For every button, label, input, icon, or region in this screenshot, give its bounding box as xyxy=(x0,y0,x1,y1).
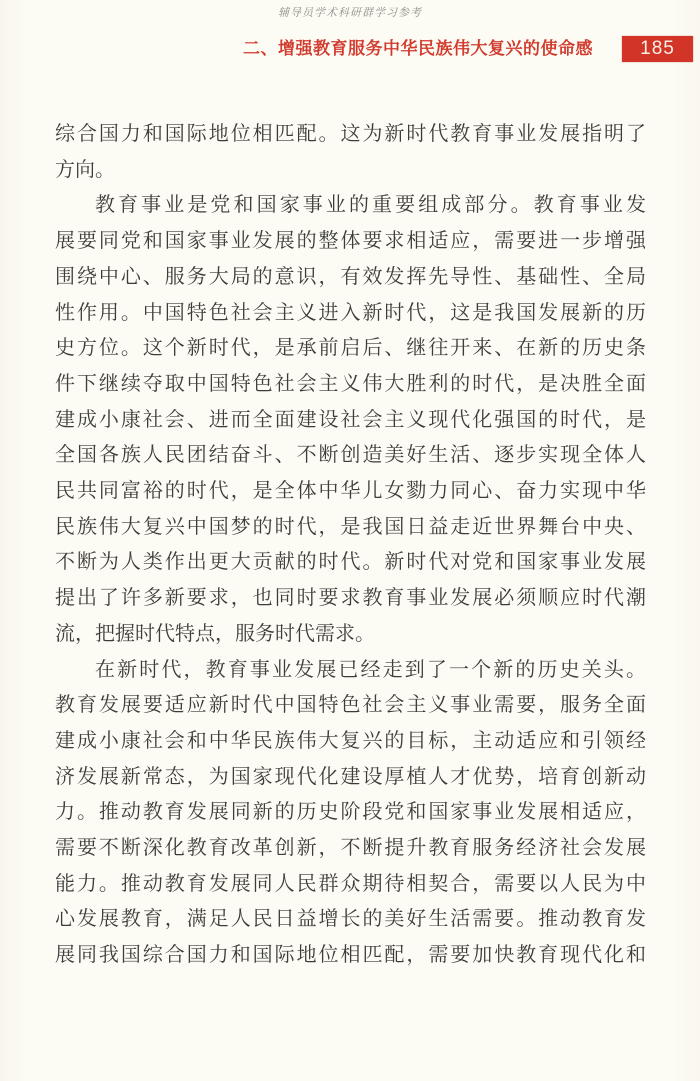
page-number-badge xyxy=(622,36,693,62)
text-line: 民族伟大复兴中国梦的时代，是我国日益走近世界舞台中央、 xyxy=(55,515,646,538)
text-line: 建成小康社会和中华民族伟大复兴的目标，主动适应和引领经 xyxy=(55,729,646,752)
chapter-title: 二、增强教育服务中华民族伟大复兴的使命感 xyxy=(243,39,593,58)
text-line: 件下继续夺取中国特色社会主义伟大胜利的时代，是决胜全面 xyxy=(55,372,646,395)
text-line: 围绕中心、服务大局的意识，有效发挥先导性、基础性、全局 xyxy=(55,265,646,288)
text-line: 方向。 xyxy=(55,158,115,181)
header-note: 辅导员学术科研群学习参考 xyxy=(278,6,422,19)
page-number: 185 xyxy=(640,38,675,59)
text-line: 心发展教育，满足人民日益增长的美好生活需要。推动教育发 xyxy=(55,908,646,931)
chapter-header xyxy=(243,36,693,62)
text-line: 全国各族人民团结奋斗、不断创造美好生活、逐步实现全体人 xyxy=(55,444,646,467)
text-line: 展要同党和国家事业发展的整体要求相适应，需要进一步增强 xyxy=(55,230,646,253)
body-text xyxy=(55,117,646,974)
text-line: 教育发展要适应新时代中国特色社会主义事业需要，服务全面 xyxy=(55,694,646,717)
text-line: 民共同富裕的时代，是全体中华儿女勠力同心、奋力实现中华 xyxy=(55,480,646,503)
text-line: 流，把握时代特点，服务时代需求。 xyxy=(55,622,375,645)
text-line: 史方位。这个新时代，是承前启后、继往开来、在新的历史条 xyxy=(55,337,646,360)
text-line: 建成小康社会、进而全面建设社会主义现代化强国的时代，是 xyxy=(55,408,646,431)
text-line: 提出了许多新要求，也同时要求教育事业发展必须顺应时代潮 xyxy=(55,587,646,610)
text-line: 在新时代，教育事业发展已经走到了一个新的历史关头。 xyxy=(95,658,646,681)
text-line: 需要不断深化教育改革创新，不断提升教育服务经济社会发展 xyxy=(55,837,646,860)
text-line: 教育事业是党和国家事业的重要组成部分。教育事业发 xyxy=(95,194,646,217)
text-line: 综合国力和国际地位相匹配。这为新时代教育事业发展指明了 xyxy=(55,123,646,145)
text-line: 展同我国综合国力和国际地位相匹配，需要加快教育现代化和 xyxy=(55,944,646,967)
text-line: 济发展新常态，为国家现代化建设厚植人才优势，培育创新动 xyxy=(55,765,646,788)
text-line: 力。推动教育发展同新的历史阶段党和国家事业发展相适应， xyxy=(55,801,646,824)
text-line: 能力。推动教育发展同人民群众期待相契合，需要以人民为中 xyxy=(55,872,646,895)
text-line: 不断为人类作出更大贡献的时代。新时代对党和国家事业发展 xyxy=(55,551,646,574)
text-line: 性作用。中国特色社会主义进入新时代，这是我国发展新的历 xyxy=(55,301,646,324)
